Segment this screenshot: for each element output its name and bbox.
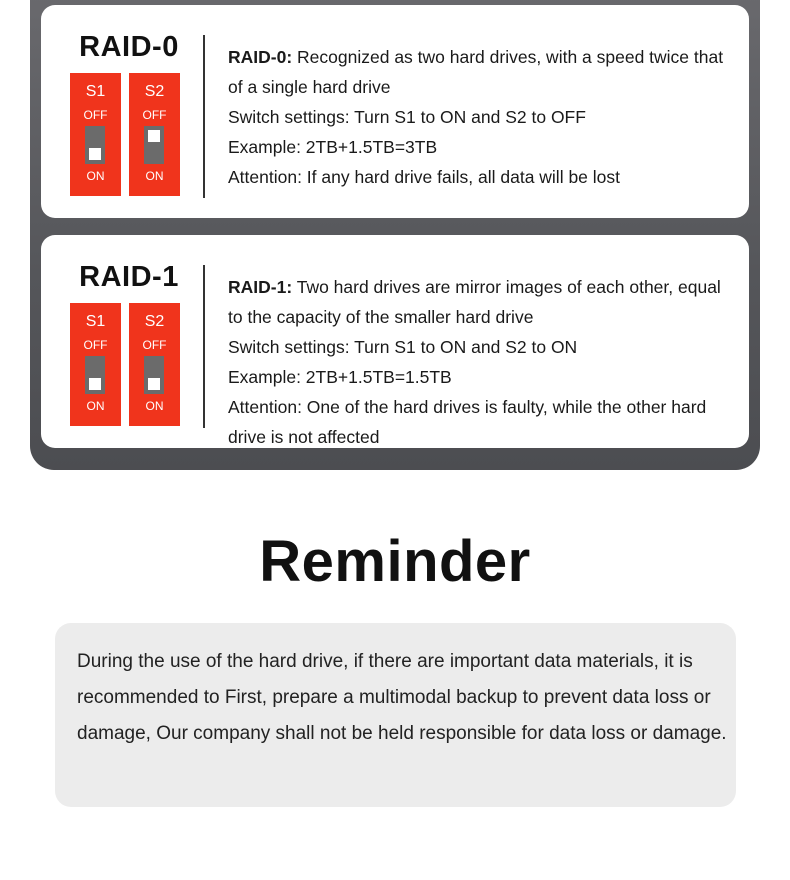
card-divider <box>203 265 205 428</box>
raid-0-title: RAID-0 <box>79 31 179 63</box>
switch-off-label: OFF <box>83 108 108 122</box>
switch-slot <box>85 126 105 164</box>
switch-slot <box>144 126 164 164</box>
switch-knob <box>89 148 101 160</box>
switch-knob <box>89 378 101 390</box>
switch-on-label: ON <box>86 169 105 183</box>
example-line: Example: 2TB+1.5TB=1.5TB <box>228 367 452 387</box>
switch-knob <box>148 130 160 142</box>
raid-1-title: RAID-1 <box>79 261 179 293</box>
switch-on-label: ON <box>145 169 164 183</box>
description-lead: RAID-0: <box>228 47 293 67</box>
reminder-box <box>55 623 736 807</box>
reminder-title: Reminder <box>259 529 531 594</box>
example-line: Example: 2TB+1.5TB=3TB <box>228 137 438 157</box>
switch-settings-line: Switch settings: Turn S1 to ON and S2 to ON <box>228 337 578 357</box>
description-lead: RAID-1: <box>228 277 293 297</box>
description-line <box>228 42 738 102</box>
switch-name: S1 <box>85 313 106 330</box>
raid-0-card <box>41 5 749 218</box>
raid-0-description <box>228 42 738 192</box>
raid-1-card <box>41 235 749 448</box>
reminder-text: During the use of the hard drive, if there are important data materials, it is recommended to First, prepare a multimodal backup to prevent data loss or damage, Our company shall not be held responsible for data loss or damage. <box>77 651 727 744</box>
description-text: Recognized as two hard drives, with a speed twice that of a single hard drive <box>228 47 724 97</box>
switch-on-label: ON <box>86 399 105 413</box>
description-line <box>228 272 738 332</box>
attention-line: Attention: If any hard drive fails, all data will be lost <box>228 167 621 187</box>
raid-1-switch-s1 <box>70 303 121 426</box>
attention-line: Attention: One of the hard drives is faulty, while the other hard drive is not affected <box>228 397 707 447</box>
switch-off-label: OFF <box>83 338 108 352</box>
switch-off-label: OFF <box>142 108 167 122</box>
switch-settings-line: Switch settings: Turn S1 to ON and S2 to OFF <box>228 107 586 127</box>
description-text: Two hard drives are mirror images of each other, equal to the capacity of the smaller hard drive <box>228 277 721 327</box>
raid-0-switch-s1 <box>70 73 121 196</box>
switch-name: S1 <box>85 83 106 100</box>
card-divider <box>203 35 205 198</box>
switch-name: S2 <box>144 313 165 330</box>
switch-off-label: OFF <box>142 338 167 352</box>
switch-name: S2 <box>144 83 165 100</box>
raid-0-switch-s2 <box>129 73 180 196</box>
switch-knob <box>148 378 160 390</box>
switch-slot <box>144 356 164 394</box>
raid-1-description <box>228 272 738 452</box>
raid-1-switch-s2 <box>129 303 180 426</box>
switch-slot <box>85 356 105 394</box>
switch-on-label: ON <box>145 399 164 413</box>
